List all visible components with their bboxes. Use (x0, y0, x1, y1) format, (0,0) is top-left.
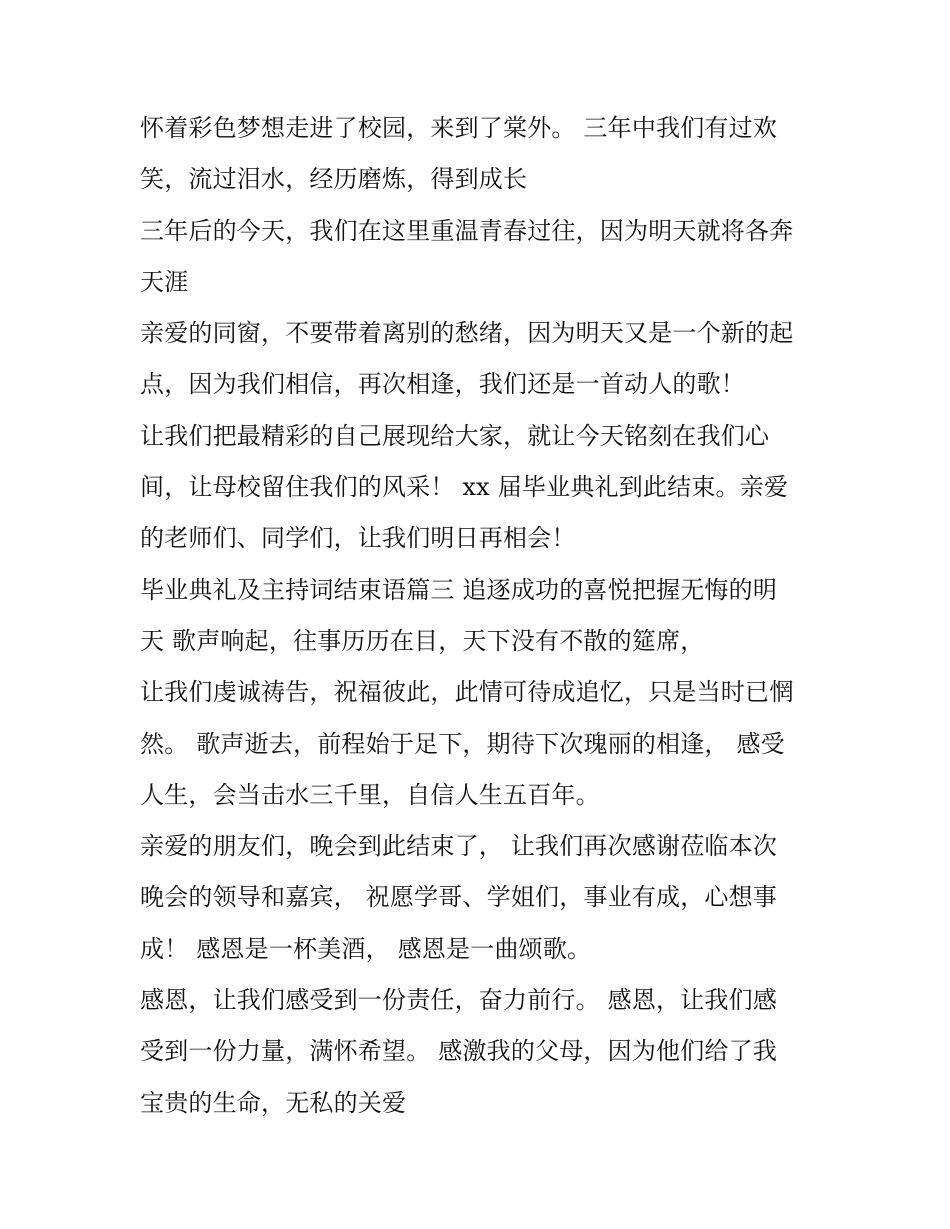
document-body (140, 103, 830, 1129)
text-line: 毕业典礼及主持词结束语篇三 追逐成功的喜悦把握无悔的明 (140, 575, 778, 604)
text-line: 亲爱的同窗，不要带着离别的愁绪，因为明天又是一个新的起 (140, 319, 794, 348)
text-line: 然。 歌声逝去，前程始于足下，期待下次瑰丽的相逢， 感受 (140, 729, 785, 758)
text-line: 亲爱的朋友们，晚会到此结束了， 让我们再次感谢莅临本次 (140, 832, 778, 861)
text-line: 点，因为我们相信，再次相逢，我们还是一首动人的歌！ (140, 370, 745, 399)
text-line: 笑，流过泪水，经历磨炼，得到成长 (140, 165, 528, 194)
text-line: 天 歌声响起，往事历历在目，天下没有不散的筵席， (140, 626, 705, 655)
text-line: 成！ 感恩是一杯美酒， 感恩是一曲颂歌。 (140, 934, 592, 963)
text-line: 受到一份力量，满怀希望。 感激我的父母，因为他们给了我 (140, 1037, 778, 1066)
text-line: 感恩，让我们感受到一份责任，奋力前行。 感恩，让我们感 (140, 986, 778, 1015)
text-line: 的老师们、同学们，让我们明日再相会！ (140, 524, 576, 553)
text-line: 人生，会当击水三千里，自信人生五百年。 (140, 780, 600, 809)
text-line: 让我们虔诚祷告，祝福彼此，此情可待成追忆，只是当时已惘 (140, 678, 794, 707)
text-line: 三年后的今天，我们在这里重温青春过往，因为明天就将各奔 (140, 216, 794, 245)
text-line: 晚会的领导和嘉宾， 祝愿学哥、学姐们，事业有成，心想事 (140, 883, 778, 912)
text-line: 怀着彩色梦想走进了校园，来到了棠外。 三年中我们有过欢 (140, 114, 778, 142)
text-line: 间，让母校留住我们的风采！ xx 届毕业典礼到此结束。亲爱 (140, 473, 789, 502)
text-line: 让我们把最精彩的自己展现给大家，就让今天铭刻在我们心 (140, 421, 770, 450)
text-line: 天涯 (140, 267, 189, 296)
text-line: 宝贵的生命，无私的关爱 (140, 1088, 407, 1117)
